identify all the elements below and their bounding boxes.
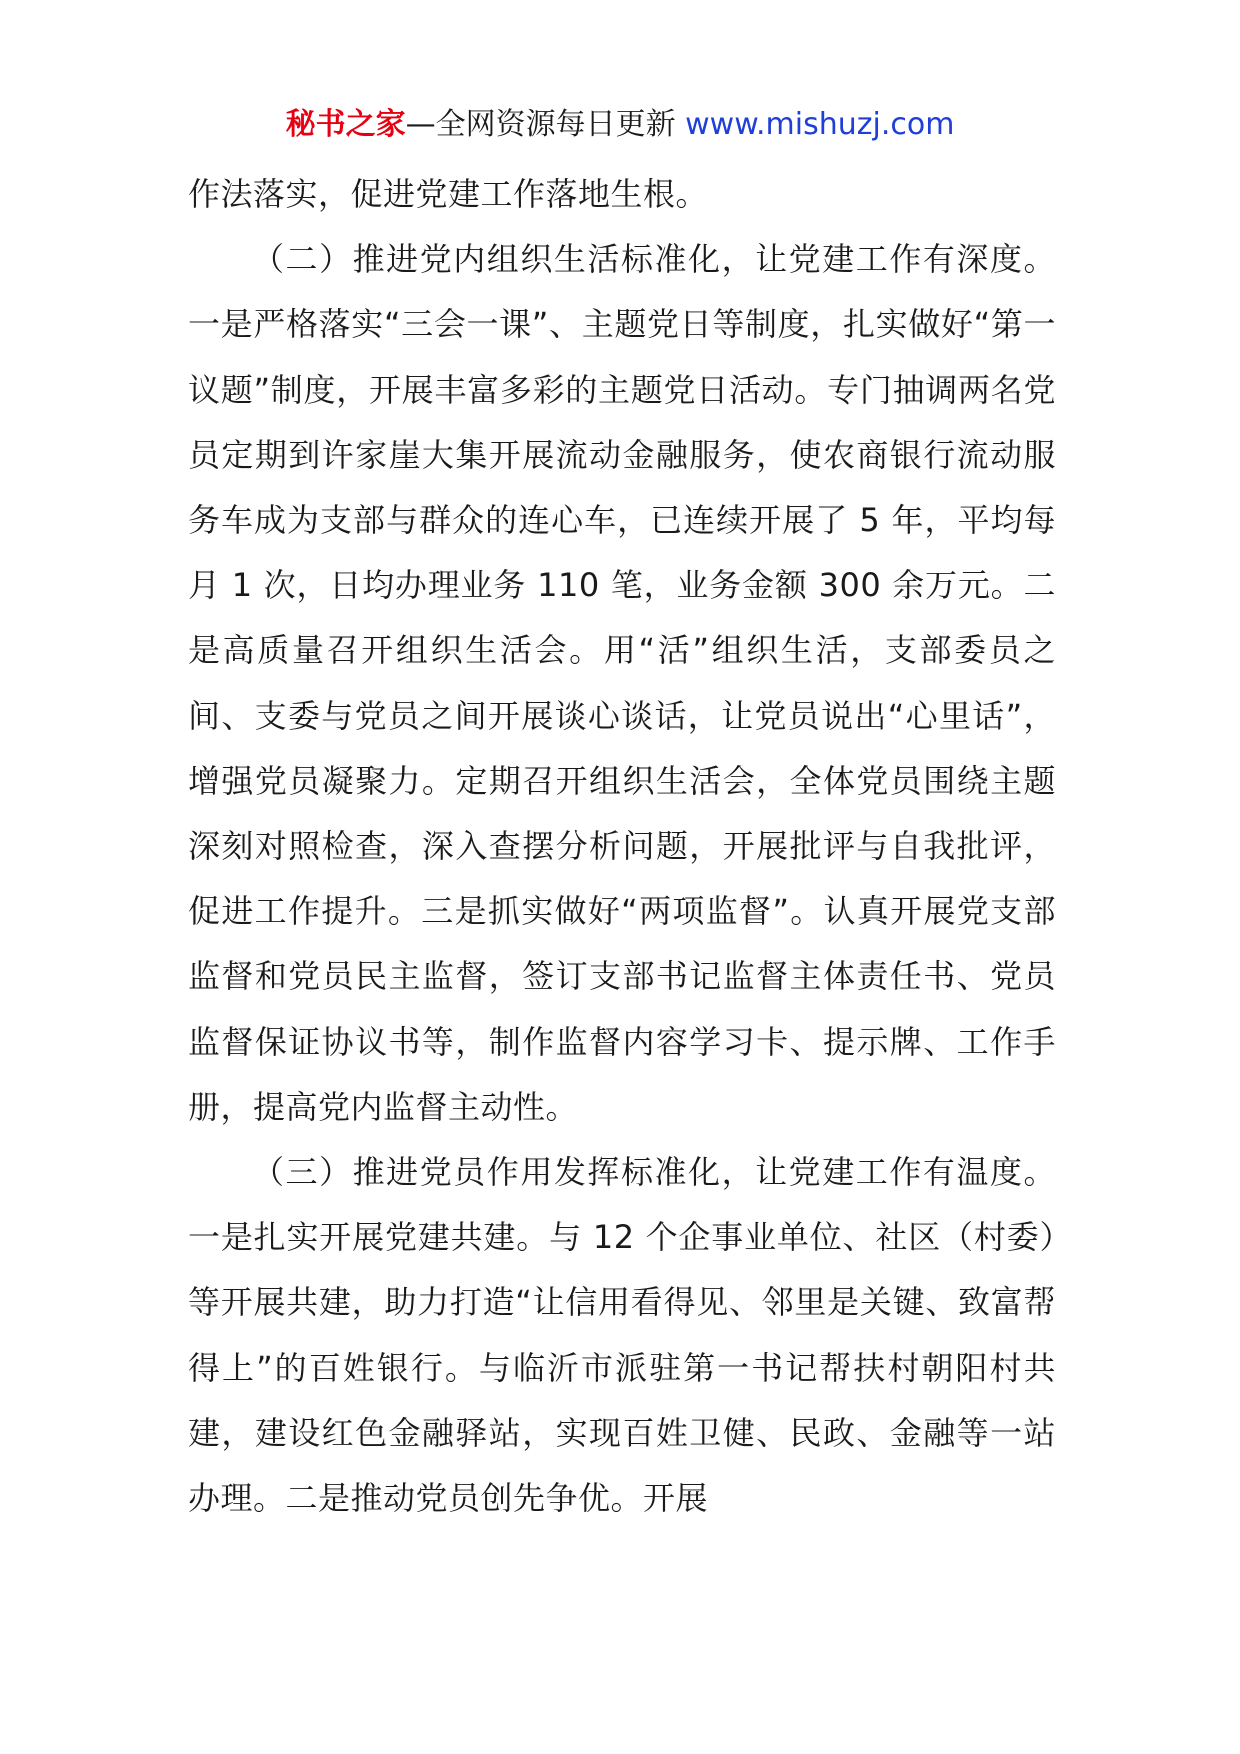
paragraph-continuation: 作法落实，促进党建工作落地生根。	[188, 175, 709, 213]
site-header	[0, 100, 1240, 150]
paragraph-section-3: （三）推进党员作用发挥标准化，让党建工作有温度。一是扎实开展党建共建。与 12 个企事业单位、社区（村委）等开展共建，助力打造“让信用看得见、邻里是关键、致富帮得上”的百姓银行。与临沂市派驻第一书记帮扶村朝阳村共建，建设红色金融驿站，实现百姓卫健、民政、金融等一站办理。二是推动党员创先争优。开展	[188, 1153, 1056, 1518]
site-tagline: —全网资源每日更新	[405, 107, 686, 142]
paragraph-section-2: （二）推进党内组织生活标准化，让党建工作有深度。一是严格落实“三会一课”、主题党日等制度，扎实做好“第一议题”制度，开展丰富多彩的主题党日活动。专门抽调两名党员定期到许家崖大集开展流动金融服务，使农商银行流动服务车成为支部与群众的连心车，已连续开展了 5 年，平均每月 1 次，日均办理业务 110 笔，业务金额 300 余万元。二是高质量召开组织生活会。用“活”组织生活，支部委员之间、支委与党员之间开展谈心谈话，让党员说出“心里话”，增强党员凝聚力。定期召开组织生活会，全体党员围绕主题深刻对照检查，深入查摆分析问题，开展批评与自我批评，促进工作提升。三是抓实做好“两项监督”。认真开展党支部监督和党员民主监督，签订支部书记监督主体责任书、党员监督保证协议书等，制作监督内容学习卡、提示牌、工作手册，提高党内监督主动性。	[188, 240, 1056, 1126]
site-url-link[interactable]: www.mishuzj.com	[685, 107, 955, 142]
site-brand: 秘书之家	[285, 107, 406, 142]
document-body	[188, 162, 1056, 1531]
